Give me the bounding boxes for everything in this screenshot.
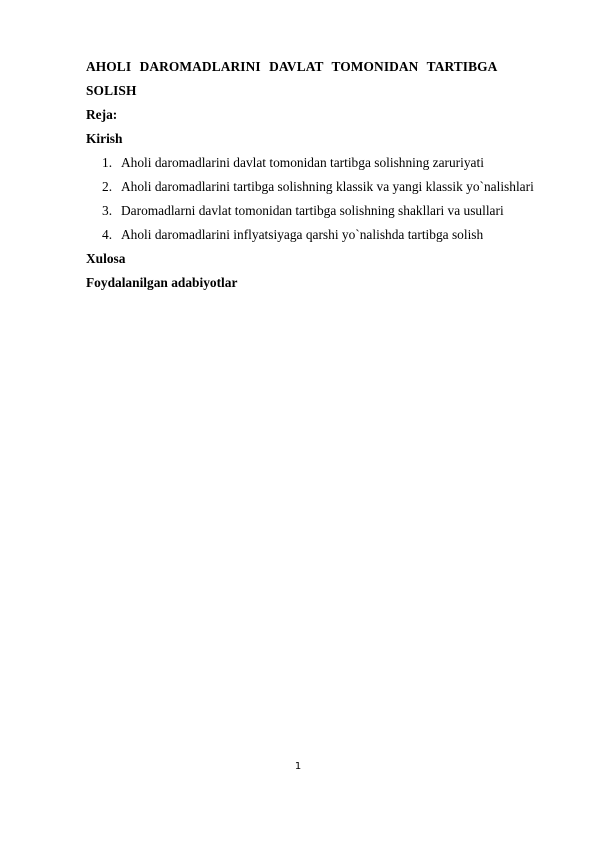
conclusion-heading: Xulosa (86, 251, 126, 266)
plan-item-number: 3. (102, 203, 113, 218)
document-title-line-2: SOLISH (86, 83, 137, 98)
plan-item-text: Aholi daromadlarini inflyatsiyaga qarshi yo`nalishda tartibga solish (121, 227, 484, 242)
plan-item (86, 151, 556, 175)
plan-heading: Reja: (86, 107, 118, 122)
document-body (86, 55, 556, 295)
plan-item (86, 175, 556, 199)
plan-item (86, 223, 556, 247)
plan-item-text: Daromadlarni davlat tomonidan tartibga solishning shakllari va usullari (121, 203, 504, 218)
plan-item-text: Aholi daromadlarini tartibga solishning klassik va yangi klassik yo`nalishlari (121, 179, 534, 194)
plan-item-text: Aholi daromadlarini davlat tomonidan tartibga solishning zaruriyati (121, 155, 484, 170)
plan-list (86, 151, 556, 247)
plan-item-number: 1. (102, 155, 113, 170)
plan-item-number: 4. (102, 227, 113, 242)
document-title-line-1: AHOLI DAROMADLARINI DAVLAT TOMONIDAN TARTIBGA (86, 59, 498, 74)
plan-item-number: 2. (102, 179, 113, 194)
plan-item (86, 199, 556, 223)
references-heading: Foydalanilgan adabiyotlar (86, 275, 238, 290)
page-number: 1 (294, 761, 302, 772)
intro-heading: Kirish (86, 131, 123, 146)
